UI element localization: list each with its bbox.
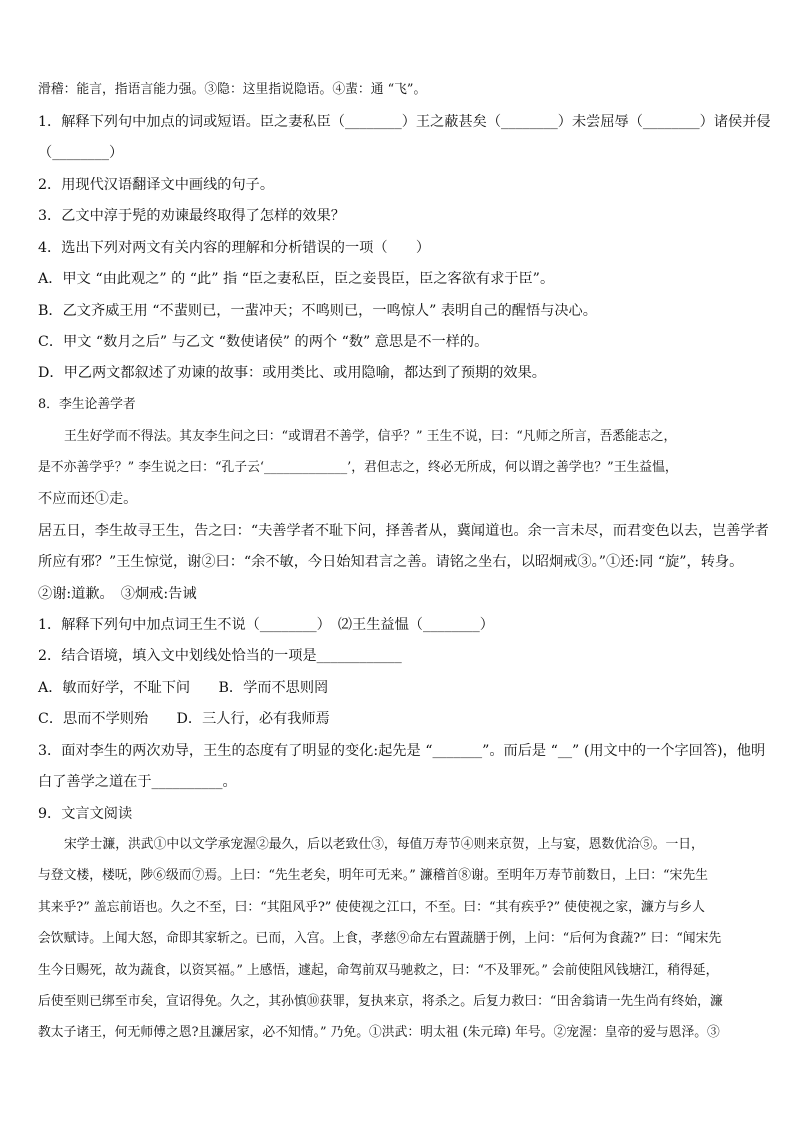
question-8-3-line: 白了善学之道在于__________。 [38, 774, 237, 790]
option-d-line: D．甲乙两文都叙述了劝谏的故事：或用类比、或用隐喻，都达到了预期的效果。 [38, 365, 546, 381]
passage-8-line: 居五日，李生故寻王生，告之曰：“夫善学者不耻下问，择善者从，冀闻道也。余一言未尽，而君变色以去，岂善学者 [38, 523, 769, 539]
passage-8-line: 不应而还①走。 [38, 491, 138, 507]
question-8-1-line: 1．解释下列句中加点词王生不说（________） ⑵王生益愠（________） [38, 617, 494, 633]
question-4-line: 4．选出下列对两文有关内容的理解和分析错误的一项（ ） [38, 240, 431, 256]
passage-8-line: 是不亦善学乎？” 李生说之曰：“孔子云‘_____________’，君但志之，终必无所成，何以谓之善学也？”王生益愠， [38, 460, 678, 475]
question-8-2-line: 2．结合语境，填入文中划线处恰当的一项是____________ [38, 648, 402, 664]
footnote-line: 滑稽：能言，指语言能力强。③隐：这里指说隐语。④蜚：通 “飞”。 [38, 82, 427, 97]
option-cd-line: C．思而不学则殆 D．三人行，必有我师焉 [38, 711, 330, 727]
passage-8-notes: ②谢:道歉。 ③炯戒:告诫 [38, 586, 197, 602]
option-b-line: B．乙文齐威王用 “不蜚则已，一蜚冲天；不鸣则已，一鸣惊人” 表明自己的醒悟与决心。 [38, 303, 597, 319]
section-8-heading: 8．李生论善学者 [38, 397, 136, 412]
question-3-line: 3．乙文中淳于髡的劝谏最终取得了怎样的效果？ [38, 208, 345, 224]
passage-8-line: 王生好学而不得法。其友李生问之曰：“或谓君不善学，信乎？” 王生不说，曰：“凡师之所言，吾悉能志之， [64, 429, 677, 444]
section-9-heading: 9．文言文阅读 [38, 806, 133, 822]
passage-9-line: 与登文楼，楼呒，陟⑥级而⑦焉。上曰：“先生老矣，明年可无来。” 濂稽首⑧谢。至明年万寿节前数日，上曰：“宋先生 [38, 868, 708, 883]
passage-9-line: 其来乎?” 盖忘前语也。久之不至，曰：“其阻风乎?” 使使视之江口，不至。曰：“其有疾乎?” 使使视之家，濂方与乡人 [38, 900, 705, 915]
option-c-line: C．甲文 “数月之后” 与乙文 “数使诸侯” 的两个 “数” 意思是不一样的。 [38, 334, 489, 350]
question-2-line: 2．用现代汉语翻译文中画线的句子。 [38, 177, 275, 193]
passage-9-line: 宋学士濂，洪武①中以文学承宠渥②最久，后以老致仕③，每值万寿节④则来京贺，上与宴，恩数优洽⑤。一日， [64, 837, 704, 852]
question-1-blank: （________） [38, 145, 124, 161]
question-1-line: 1．解释下列句中加点的词或短语。臣之妻私臣（________）王之蔽甚矣（________）未尝屈辱（________）诸侯并侵 [38, 114, 771, 130]
passage-9-line: 生今日赐死，故为蔬食，以资冥福。” 上感悟，遽起，命驾前双马驰救之，曰：“不及罪死。” 会前使阻风钱塘江，稍得延， [38, 963, 719, 978]
option-a-line: A．甲文 “由此观之” 的 “此” 指 “臣之妻私臣，臣之妾畏臣，臣之客欲有求于臣”。 [38, 271, 555, 287]
passage-9-line: 会饮赋诗。上闻大怒，命即其家斩之。已而，入宫。上食，孝慈⑨命左右置蔬膳于例，上问：“后何为食蔬?” 曰：“闻宋先 [38, 931, 722, 946]
passage-9-line: 后使至则已绑至市矣，宣诏得免。久之，其孙慎⑩获罪，复执来京，将杀之。后复力救曰：“田舍翁请一先生尚有终始，濂 [38, 994, 723, 1009]
passage-8-line: 所应有邪？”王生惊觉，谢②曰：“余不敏，今日始知君言之善。请铭之坐右，以昭炯戒③。”①还:同 “旋”，转身。 [38, 554, 744, 570]
passage-9-line: 教太子诸王，何无师傅之恩?且濂居家，必不知情。” 乃免。①洪武：明太祖 (朱元璋) 年号。②宠渥：皇帝的爱与恩泽。③ [38, 1025, 720, 1040]
question-8-3-line: 3．面对李生的两次劝导，王生的态度有了明显的变化:起先是 “_______”。而后是 “__” (用文中的一个字回答)，他明 [38, 743, 766, 759]
option-ab-line: A．敏而好学，不耻下问 B．学而不思则罔 [38, 680, 329, 696]
